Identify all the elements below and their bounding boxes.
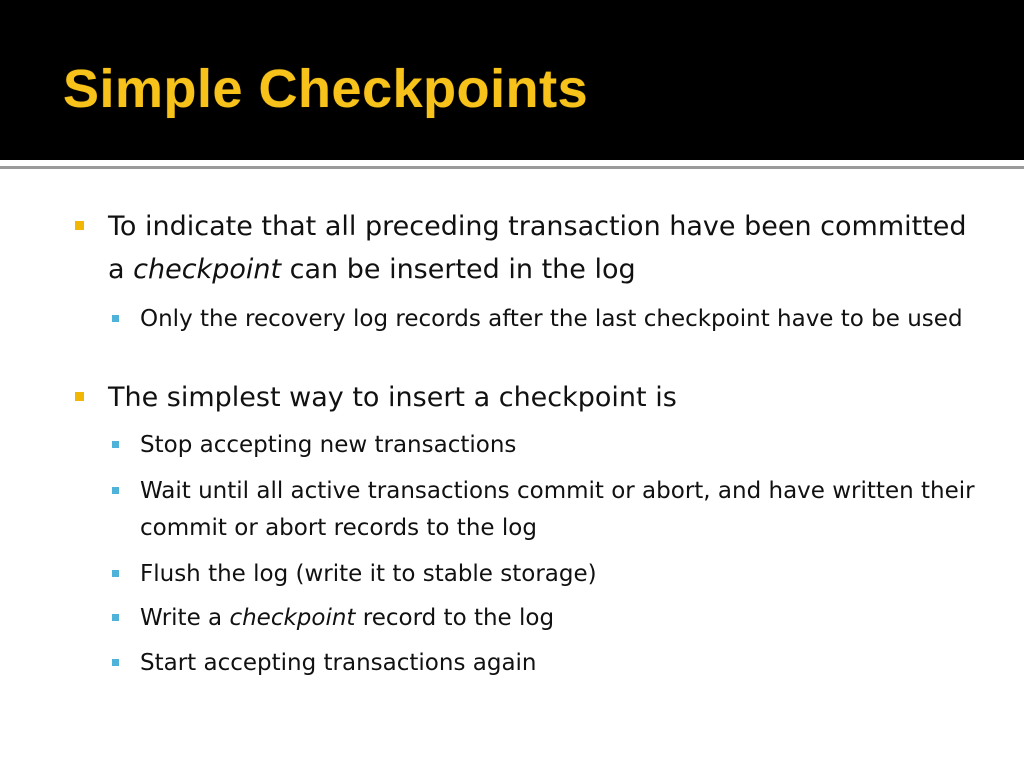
bullet-text: To indicate that all preceding transaction have been committed a checkpoint can be inserted in the log [108, 211, 967, 285]
bullet-item [108, 205, 968, 291]
square-bullet-icon [112, 659, 119, 666]
sub-bullet-item [140, 301, 980, 338]
square-bullet-icon [112, 441, 119, 448]
bullet-text: Wait until all active transactions commit or abort, and have written their commit or abort records to the log [140, 478, 975, 541]
bullet-text: Stop accepting new transactions [140, 432, 517, 458]
bullet-text: Start accepting transactions again [140, 650, 537, 676]
sub-bullet-item [140, 556, 980, 593]
square-bullet-icon [112, 570, 119, 577]
square-bullet-icon [75, 221, 84, 230]
square-bullet-icon [75, 392, 84, 401]
bullet-text: Only the recovery log records after the last checkpoint have to be used [140, 306, 963, 332]
bullet-text: The simplest way to insert a checkpoint is [108, 382, 677, 413]
square-bullet-icon [112, 614, 119, 621]
sub-bullet-item [140, 473, 980, 547]
square-bullet-icon [112, 487, 119, 494]
bullet-text: Write a checkpoint record to the log [140, 605, 555, 631]
square-bullet-icon [112, 315, 119, 322]
slide-title: Simple Checkpoints [63, 59, 589, 119]
bullet-text: Flush the log (write it to stable storage) [140, 561, 597, 587]
sub-bullet-item [140, 427, 980, 464]
sub-bullet-item [140, 645, 980, 682]
sub-bullet-item [140, 600, 980, 637]
bullet-item [108, 376, 968, 419]
